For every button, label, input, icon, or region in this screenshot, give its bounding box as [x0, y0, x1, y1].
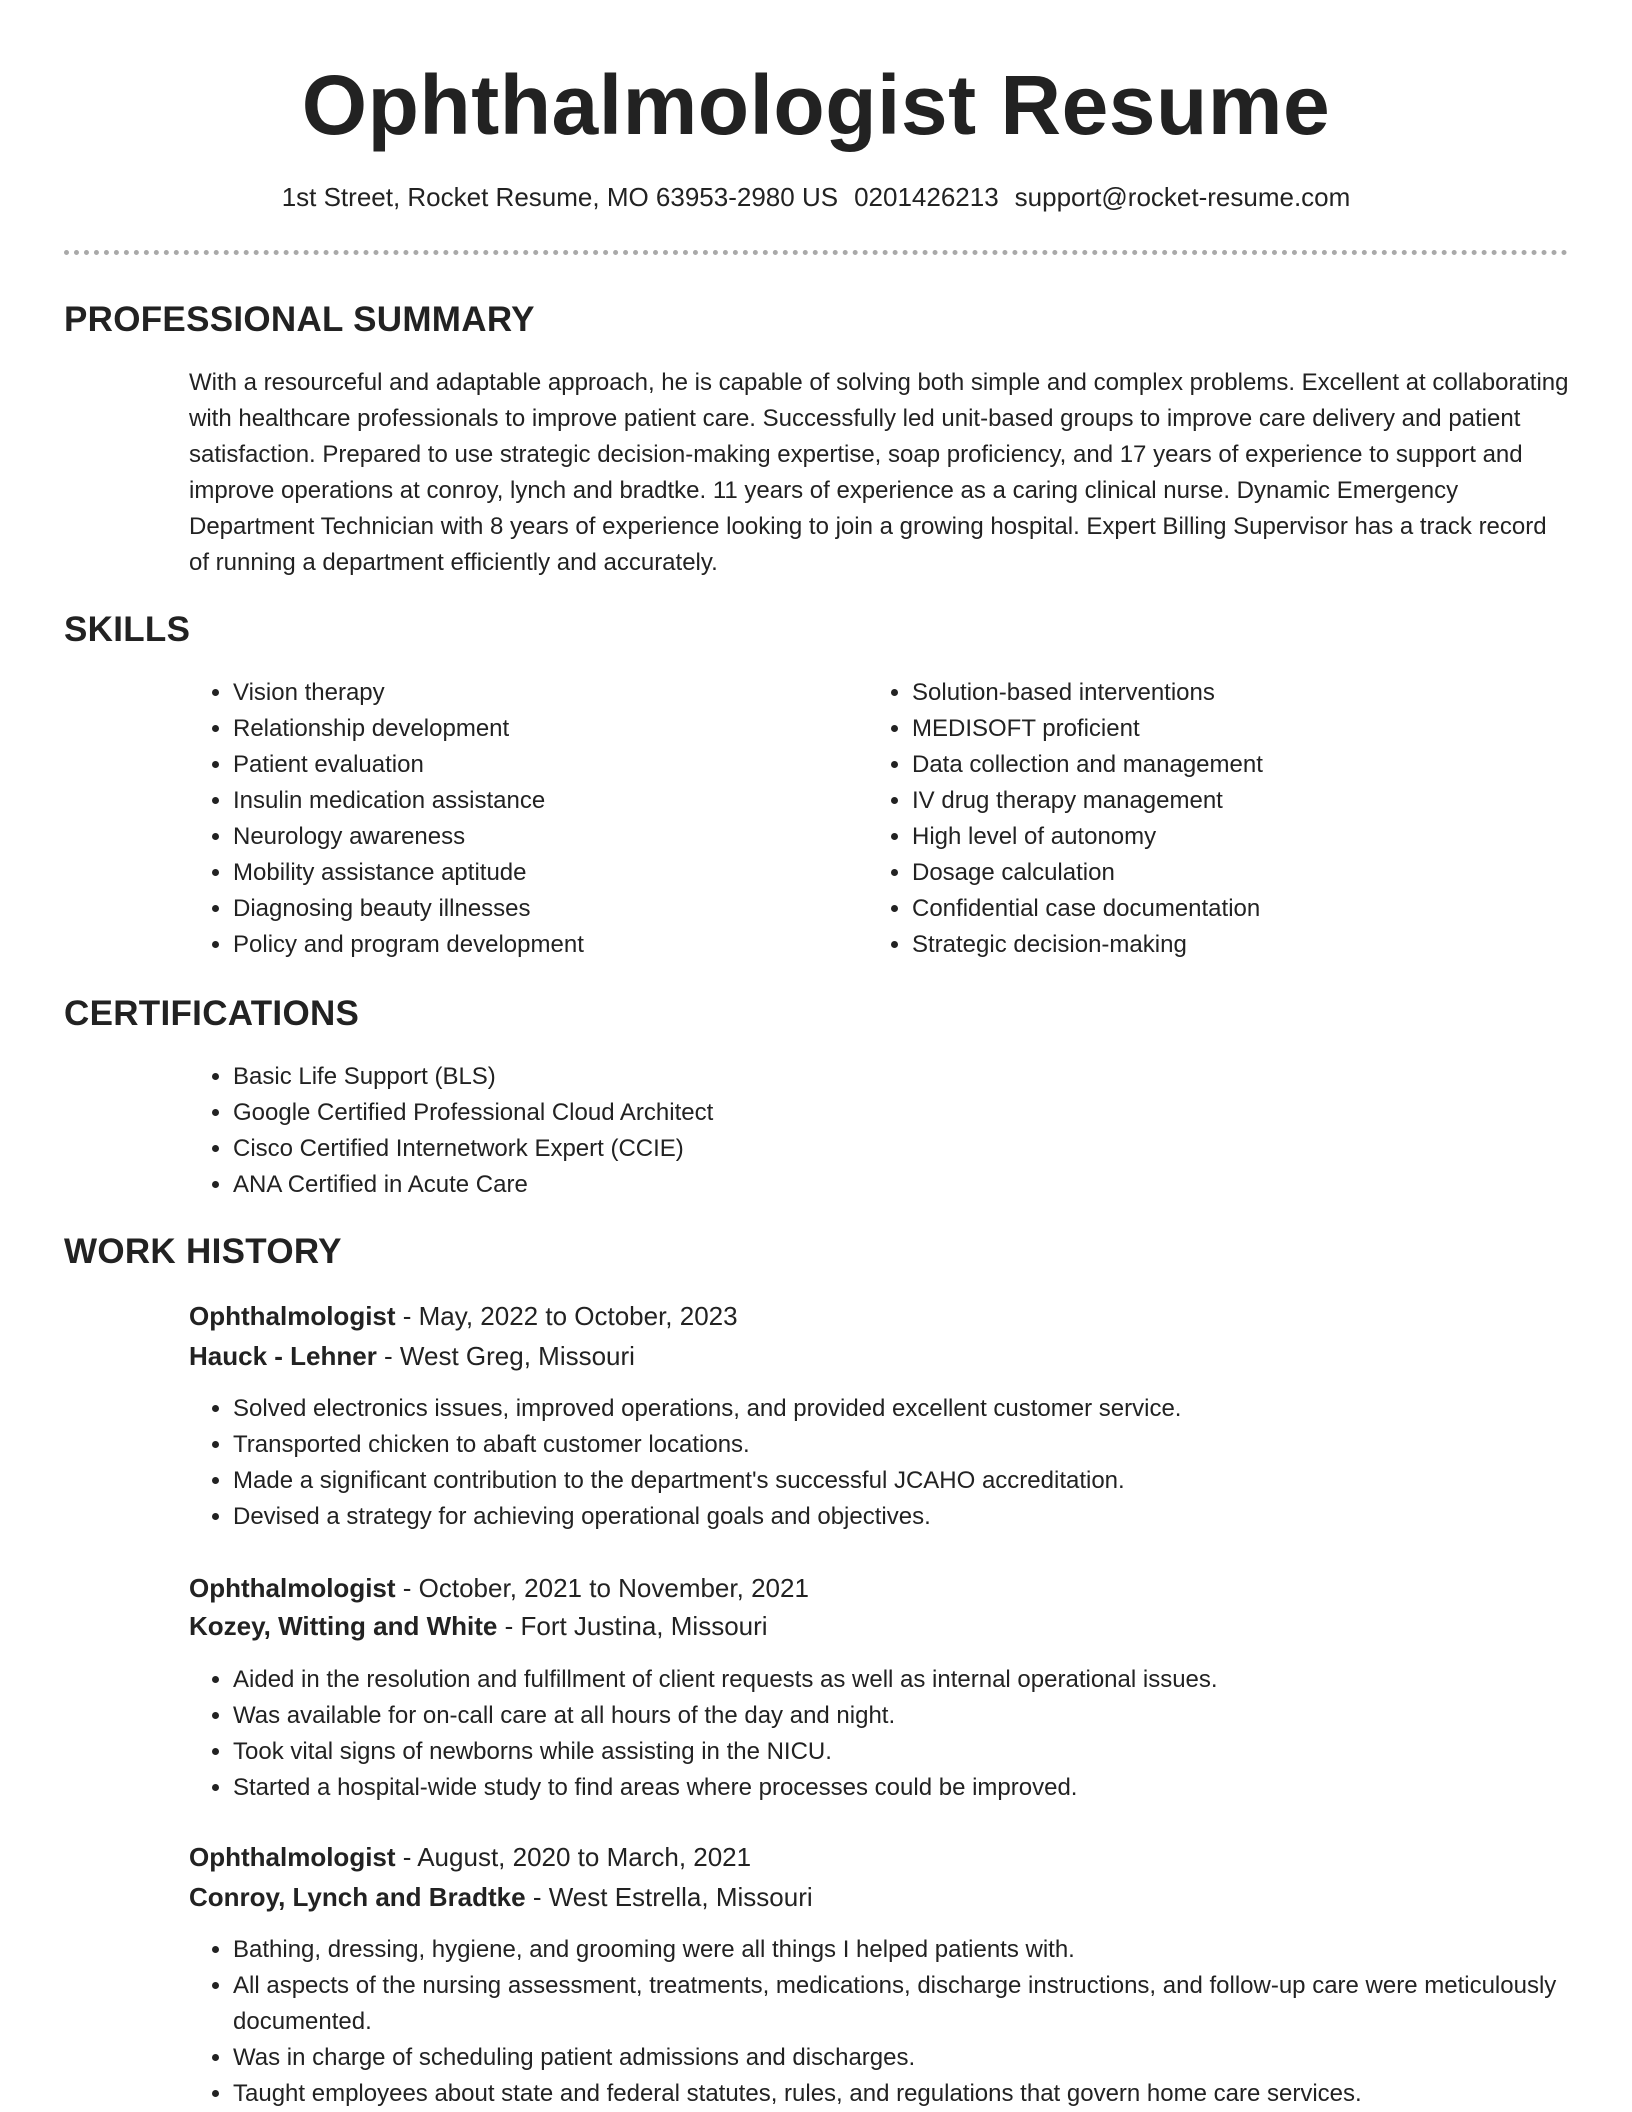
list-item: • Mobility assistance aptitude [233, 855, 853, 891]
job-dates: - May, 2022 to October, 2023 [395, 1301, 738, 1331]
list-item: • Policy and program development [233, 927, 853, 963]
contact-address: 1st Street, Rocket Resume, MO 63953-2980 US [281, 182, 839, 212]
job-company: Hauck - Lehner [189, 1341, 377, 1371]
job-title-line [189, 1569, 809, 1607]
certifications-list [189, 1059, 1533, 1203]
list-item: • Solution-based interventions [912, 675, 1552, 711]
job-dates: - October, 2021 to November, 2021 [395, 1573, 809, 1603]
job-title-line [189, 1838, 751, 1876]
contact-line [0, 180, 1632, 214]
section-heading-work-history: WORK HISTORY [64, 1232, 342, 1271]
job-bullets [189, 1391, 1573, 1535]
skills-list-right [868, 675, 1552, 963]
page-title: Ophthalmologist Resume [301, 58, 1331, 152]
list-item: • Data collection and management [912, 747, 1552, 783]
list-item: • Strategic decision-making [912, 927, 1552, 963]
job-company-line [189, 1607, 768, 1645]
list-item: • Started a hospital-wide study to find areas where processes could be improved. [233, 1770, 1573, 1806]
list-item: • Was in charge of scheduling patient admissions and discharges. [233, 2040, 1573, 2076]
list-item: • All aspects of the nursing assessment, treatments, medications, discharge instructions, and follow-up care were meticulously documented. [233, 1968, 1573, 2040]
list-item: • MEDISOFT proficient [912, 711, 1552, 747]
list-item: • Patient evaluation [233, 747, 853, 783]
header-divider [64, 250, 1568, 255]
list-item: • IV drug therapy management [912, 783, 1552, 819]
list-item: • Dosage calculation [912, 855, 1552, 891]
list-item: • Relationship development [233, 711, 853, 747]
list-item: • Confidential case documentation [912, 891, 1552, 927]
job-company-line [189, 1878, 813, 1916]
list-item: • ANA Certified in Acute Care [233, 1167, 1533, 1203]
section-heading-certifications: CERTIFICATIONS [64, 994, 360, 1033]
list-item: • Bathing, dressing, hygiene, and grooming were all things I helped patients with. [233, 1932, 1573, 1968]
section-heading-skills: SKILLS [64, 610, 191, 649]
list-item: • High level of autonomy [912, 819, 1552, 855]
skills-list-left [189, 675, 853, 963]
list-item: • Was available for on-call care at all hours of the day and night. [233, 1698, 1573, 1734]
job-bullets [189, 1932, 1573, 2112]
list-item: • Taught employees about state and federal statutes, rules, and regulations that govern home care services. [233, 2076, 1573, 2112]
list-item: • Made a significant contribution to the department's successful JCAHO accreditation. [233, 1463, 1573, 1499]
summary-text: With a resourceful and adaptable approach, he is capable of solving both simple and complex problems. Excellent at collaborating with healthcare professionals to improve patient care. Successfully led unit-based groups to improve care delivery and patient satisfaction. Prepared to use strategic decision-making expertise, soap proficiency, and 17 years of experience to support and improve operations at conroy, lynch and bradtke. 11 years of experience as a caring clinical nurse. Dynamic Emergency Department Technician with 8 years of experience looking to join a growing hospital. Expert Billing Supervisor has a track record of running a department efficiently and accurately. [189, 369, 1569, 576]
section-heading-summary: PROFESSIONAL SUMMARY [64, 300, 535, 339]
list-item: • Neurology awareness [233, 819, 853, 855]
job-dates: - August, 2020 to March, 2021 [395, 1842, 752, 1872]
list-item: • Solved electronics issues, improved operations, and provided excellent customer service. [233, 1391, 1573, 1427]
job-location: - West Estrella, Missouri [525, 1882, 813, 1912]
job-location: - West Greg, Missouri [376, 1341, 635, 1371]
contact-phone: 0201426213 [854, 182, 999, 212]
contact-email[interactable]: support@rocket-resume.com [1014, 182, 1351, 212]
list-item: • Diagnosing beauty illnesses [233, 891, 853, 927]
list-item: • Vision therapy [233, 675, 853, 711]
list-item: • Transported chicken to abaft customer locations. [233, 1427, 1573, 1463]
job-company: Conroy, Lynch and Bradtke [189, 1882, 526, 1912]
job-title-line [189, 1297, 738, 1335]
job-location: - Fort Justina, Missouri [497, 1611, 768, 1641]
list-item: • Cisco Certified Internetwork Expert (CCIE) [233, 1131, 1533, 1167]
list-item: • Google Certified Professional Cloud Architect [233, 1095, 1533, 1131]
list-item: • Insulin medication assistance [233, 783, 853, 819]
list-item: • Aided in the resolution and fulfillment of client requests as well as internal operational issues. [233, 1662, 1573, 1698]
job-bullets [189, 1662, 1573, 1806]
list-item: • Basic Life Support (BLS) [233, 1059, 1533, 1095]
list-item: • Devised a strategy for achieving operational goals and objectives. [233, 1499, 1573, 1535]
job-title: Ophthalmologist [189, 1842, 396, 1872]
job-company: Kozey, Witting and White [189, 1611, 498, 1641]
job-title: Ophthalmologist [189, 1301, 396, 1331]
job-title: Ophthalmologist [189, 1573, 396, 1603]
list-item: • Took vital signs of newborns while assisting in the NICU. [233, 1734, 1573, 1770]
job-company-line [189, 1337, 635, 1375]
